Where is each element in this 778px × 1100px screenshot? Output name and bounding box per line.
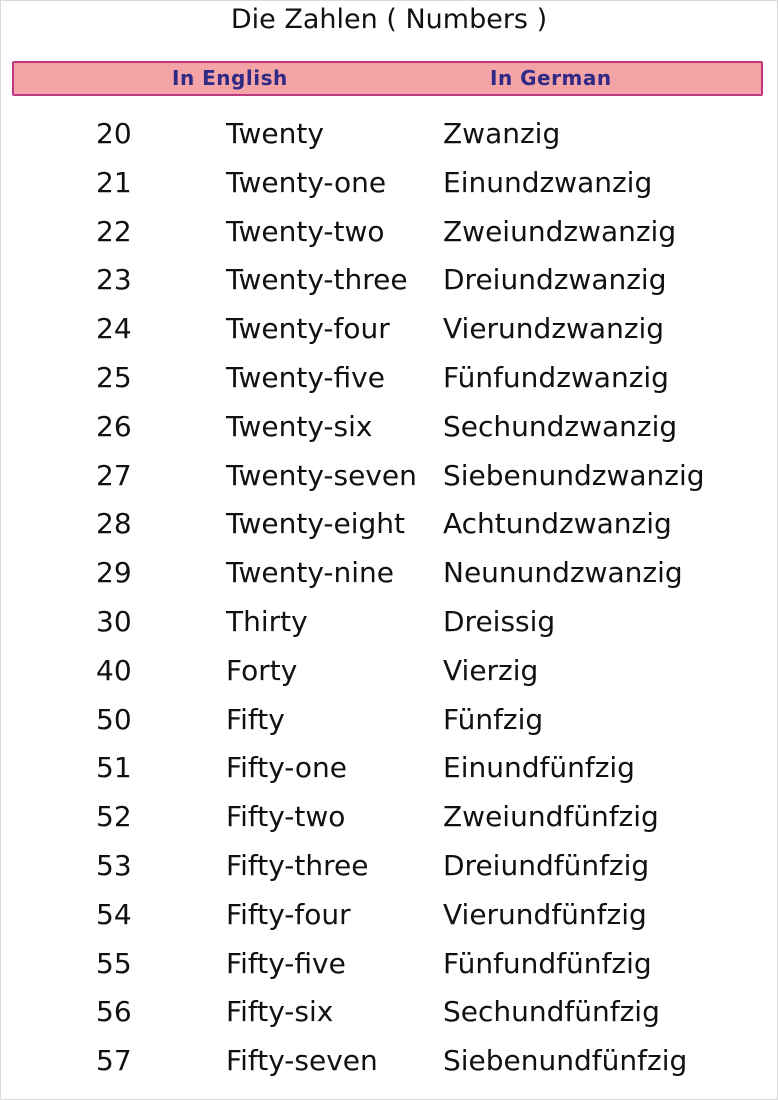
english-word-cell: Fifty-one bbox=[226, 751, 347, 785]
table-row bbox=[0, 110, 778, 159]
number-cell: 57 bbox=[96, 1044, 132, 1078]
table-row bbox=[0, 891, 778, 940]
table-row bbox=[0, 598, 778, 647]
german-word-cell: Dreiundfünfzig bbox=[443, 848, 650, 882]
table-row bbox=[0, 208, 778, 257]
numbers-table bbox=[0, 110, 778, 1086]
german-word-cell: Fünfundzwanzig bbox=[443, 360, 669, 394]
number-cell: 40 bbox=[96, 653, 132, 687]
table-row bbox=[0, 1037, 778, 1086]
german-word-cell: Fünfundfünfzig bbox=[443, 946, 652, 980]
table-row bbox=[0, 647, 778, 696]
english-word-cell: Twenty-three bbox=[226, 263, 408, 297]
german-word-cell: Dreissig bbox=[443, 604, 556, 638]
number-cell: 52 bbox=[96, 800, 132, 834]
german-word-cell: Zwanzig bbox=[443, 117, 561, 150]
german-word-cell: Dreiundzwanzig bbox=[443, 263, 667, 297]
number-cell: 50 bbox=[96, 702, 132, 736]
english-word-cell: Twenty-eight bbox=[226, 507, 406, 541]
table-row bbox=[0, 452, 778, 501]
german-word-cell: Zweiundzwanzig bbox=[443, 214, 677, 248]
number-cell: 27 bbox=[96, 458, 132, 492]
english-word-cell: Twenty-one bbox=[226, 165, 387, 199]
number-cell: 25 bbox=[96, 360, 132, 394]
english-word-cell: Fifty-three bbox=[226, 848, 369, 882]
german-word-cell: Einundzwanzig bbox=[443, 165, 653, 199]
german-word-cell: Vierzig bbox=[443, 653, 539, 687]
german-word-cell: Neunundzwanzig bbox=[443, 556, 683, 590]
number-cell: 26 bbox=[96, 409, 132, 443]
english-word-cell: Fifty bbox=[226, 702, 285, 736]
english-word-cell: Twenty bbox=[226, 117, 324, 150]
number-cell: 21 bbox=[96, 165, 132, 199]
english-word-cell: Twenty-seven bbox=[226, 458, 417, 492]
table-row bbox=[0, 500, 778, 549]
table-row bbox=[0, 940, 778, 989]
number-cell: 54 bbox=[96, 897, 132, 931]
german-word-cell: Siebenundfünfzig bbox=[443, 1044, 688, 1078]
table-row bbox=[0, 256, 778, 305]
table-row bbox=[0, 988, 778, 1037]
table-row bbox=[0, 305, 778, 354]
page-title: Die Zahlen ( Numbers ) bbox=[230, 4, 548, 35]
table-row bbox=[0, 793, 778, 842]
english-word-cell: Fifty-five bbox=[226, 946, 346, 980]
header-english-label: In English bbox=[172, 66, 288, 90]
german-word-cell: Einundfünfzig bbox=[443, 751, 635, 785]
german-word-cell: Achtundzwanzig bbox=[443, 507, 672, 541]
table-row bbox=[0, 549, 778, 598]
english-word-cell: Forty bbox=[226, 653, 298, 687]
english-word-cell: Fifty-two bbox=[226, 800, 346, 834]
number-cell: 22 bbox=[96, 214, 132, 248]
table-row bbox=[0, 744, 778, 793]
english-word-cell: Twenty-six bbox=[226, 409, 373, 443]
table-row bbox=[0, 842, 778, 891]
table-row bbox=[0, 403, 778, 452]
number-cell: 20 bbox=[96, 117, 132, 150]
english-word-cell: Twenty-four bbox=[226, 312, 390, 346]
number-cell: 53 bbox=[96, 848, 132, 882]
number-cell: 23 bbox=[96, 263, 132, 297]
number-cell: 56 bbox=[96, 995, 132, 1029]
number-cell: 55 bbox=[96, 946, 132, 980]
header-german-label: In German bbox=[490, 66, 612, 90]
number-cell: 28 bbox=[96, 507, 132, 541]
table-row bbox=[0, 696, 778, 745]
english-word-cell: Fifty-four bbox=[226, 897, 351, 931]
english-word-cell: Thirty bbox=[226, 604, 308, 638]
german-word-cell: Sechundfünfzig bbox=[443, 995, 660, 1029]
number-cell: 51 bbox=[96, 751, 132, 785]
german-word-cell: Zweiundfünfzig bbox=[443, 800, 659, 834]
english-word-cell: Twenty-five bbox=[226, 360, 385, 394]
table-row bbox=[0, 354, 778, 403]
german-word-cell: Vierundzwanzig bbox=[443, 312, 665, 346]
english-word-cell: Twenty-two bbox=[226, 214, 385, 248]
table-row bbox=[0, 159, 778, 208]
german-word-cell: Vierundfünfzig bbox=[443, 897, 647, 931]
number-cell: 24 bbox=[96, 312, 132, 346]
german-word-cell: Fünfzig bbox=[443, 702, 544, 736]
english-word-cell: Fifty-six bbox=[226, 995, 334, 1029]
number-cell: 30 bbox=[96, 604, 132, 638]
number-cell: 29 bbox=[96, 556, 132, 590]
english-word-cell: Twenty-nine bbox=[226, 556, 394, 590]
english-word-cell: Fifty-seven bbox=[226, 1044, 378, 1078]
column-header-band bbox=[12, 61, 763, 96]
german-word-cell: Sechundzwanzig bbox=[443, 409, 678, 443]
german-word-cell: Siebenundzwanzig bbox=[443, 458, 705, 492]
